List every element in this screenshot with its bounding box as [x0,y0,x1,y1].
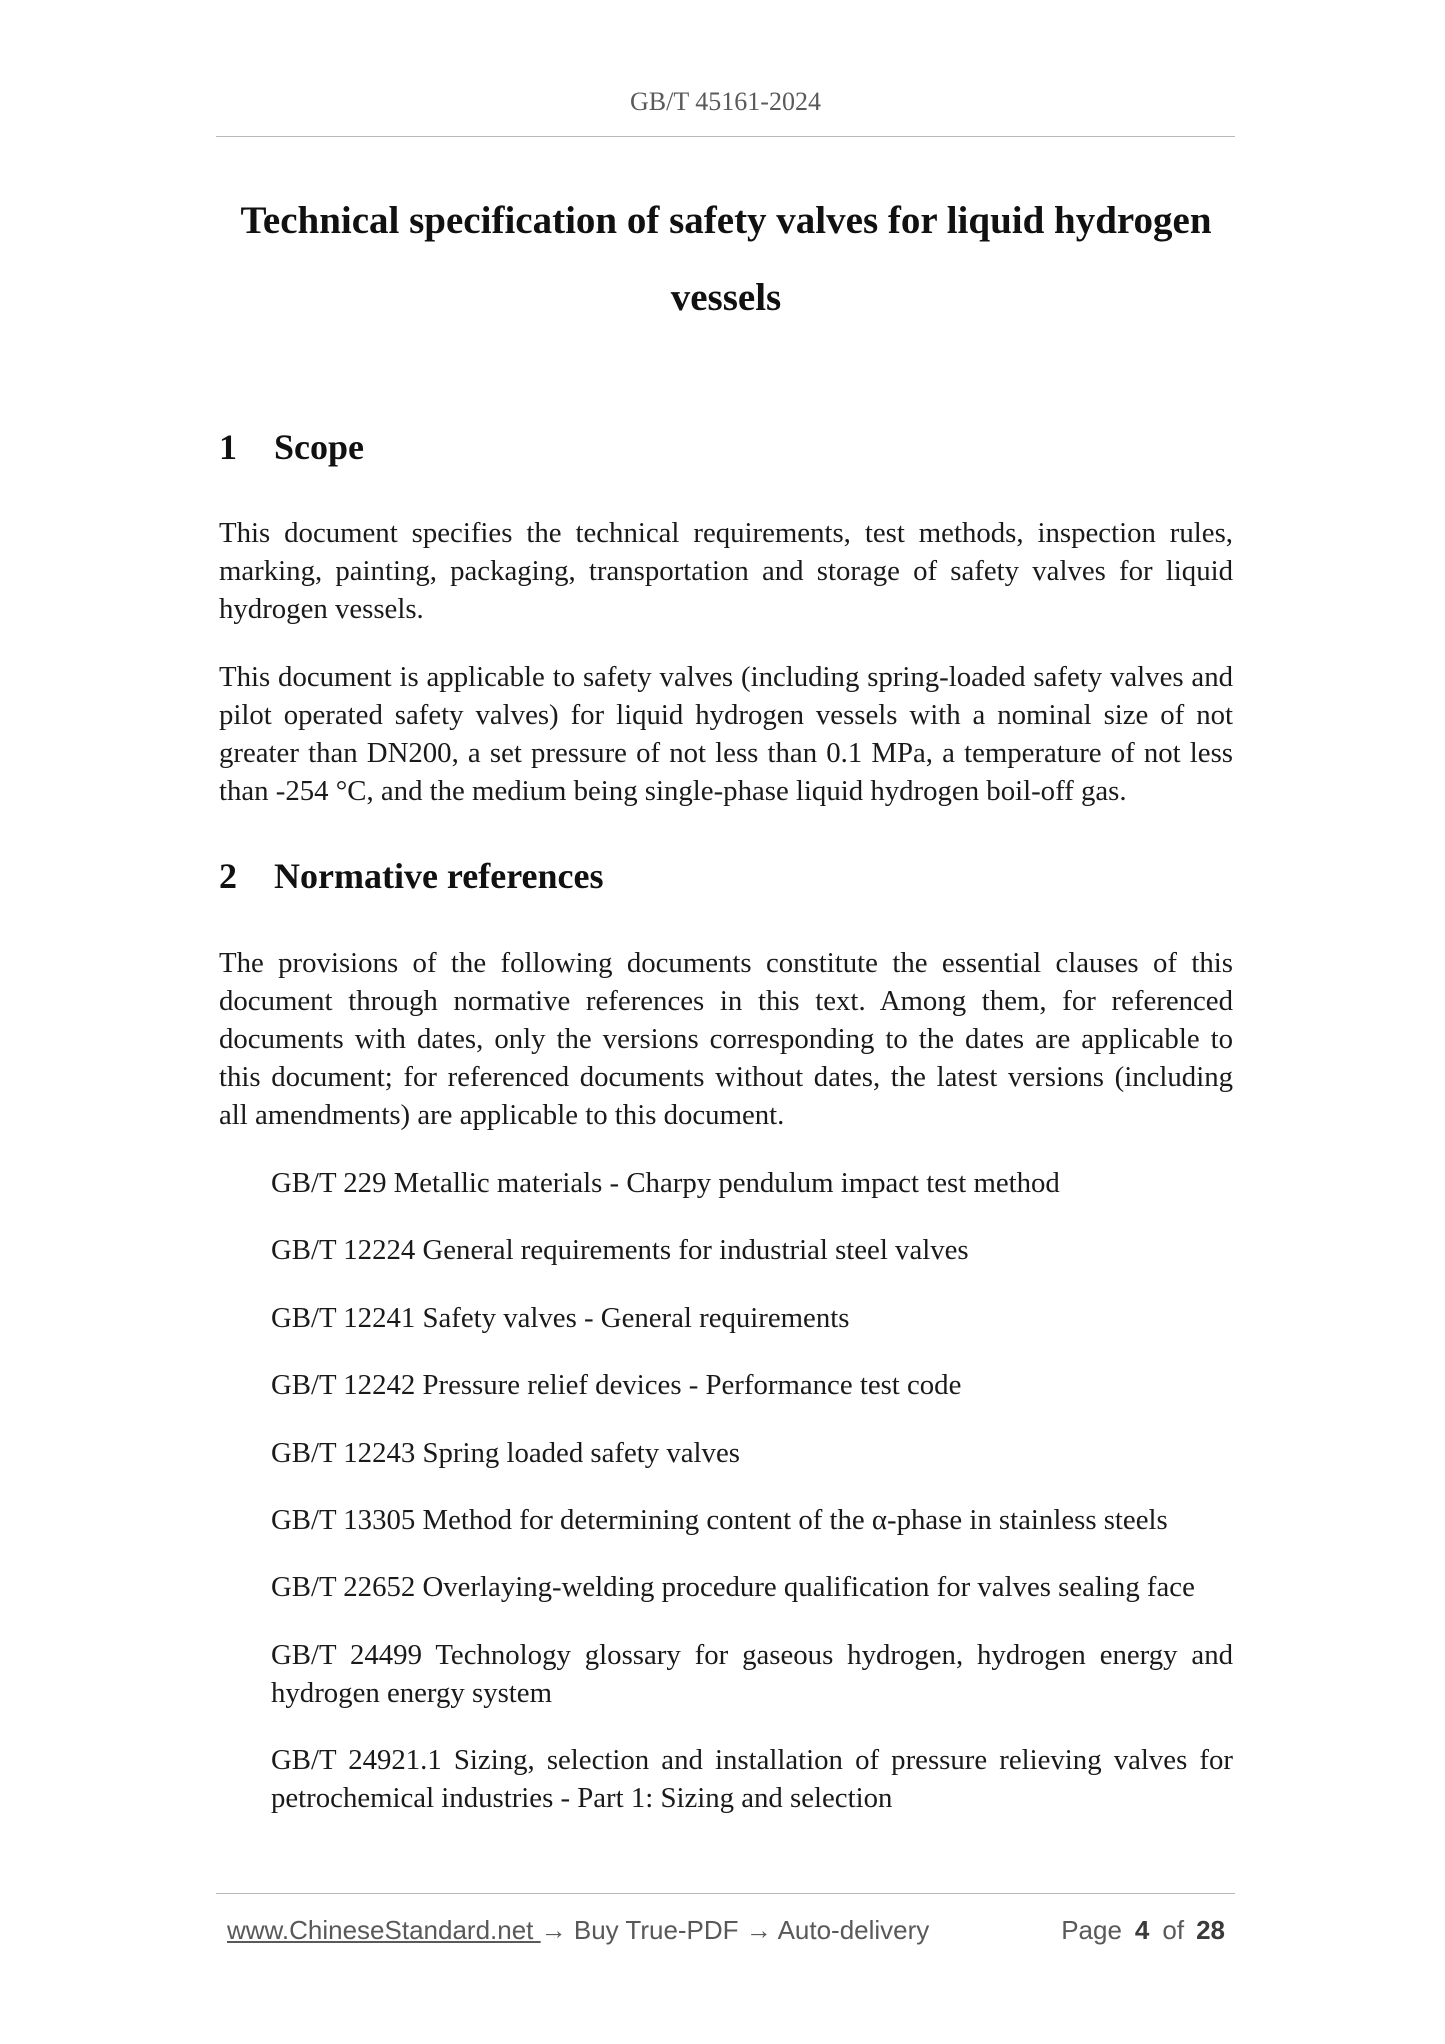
section-number: 1 [219,427,237,467]
reference-item [271,1568,1233,1606]
paragraph-line: than -254 °C, and the medium being single-phase liquid hydrogen boil-off gas. [219,775,1127,807]
page-number: 4 [1134,1915,1150,1945]
running-header: GB/T 45161-2024 [630,87,821,116]
reference-line: GB/T 24921.1 Sizing, selection and installation of pressure relieving valves for [271,1744,1233,1777]
reference-item [271,1501,1233,1539]
paragraph-line: marking, painting, packaging, transportation and storage of safety valves for liquid [219,555,1233,587]
reference-item [271,1299,1233,1337]
reference-line: GB/T 24499 Technology glossary for gaseous hydrogen, hydrogen energy and [271,1638,1233,1671]
paragraph-line: greater than DN200, a set pressure of not less than 0.1 MPa, a temperature of not less [219,737,1233,769]
reference-list [271,1164,1233,1847]
paragraph-line: documents with dates, only the versions corresponding to the dates are applicable to [219,1023,1233,1055]
section-heading-scope [219,425,1233,469]
reference-line: GB/T 13305 Method for determining content of the α-phase in stainless steels [271,1503,1168,1536]
page-total: 28 [1196,1915,1225,1945]
header-rule [216,136,1235,137]
paragraph-line: all amendments) are applicable to this document. [219,1099,785,1131]
reference-line: petrochemical industries - Part 1: Sizing and selection [271,1782,893,1815]
reference-item [271,1434,1233,1472]
footer-tagline: → Buy True-PDF → Auto-delivery [540,1915,930,1945]
reference-item [271,1636,1233,1712]
paragraph-line: hydrogen vessels. [219,593,424,625]
page-indicator [1061,1915,1225,1945]
reference-item [271,1231,1233,1269]
section-title: Normative references [274,856,604,896]
paragraph-line: The provisions of the following documents constitute the essential clauses of this [219,947,1233,979]
reference-item [271,1741,1233,1817]
paragraph-line: This document specifies the technical requirements, test methods, inspection rules, [219,517,1233,549]
reference-item [271,1164,1233,1202]
normative-references-paragraph [219,944,1233,1134]
reference-line: GB/T 12243 Spring loaded safety valves [271,1436,740,1469]
scope-paragraph-2 [219,658,1233,810]
footer-rule [216,1893,1235,1894]
document-title: Technical specification of safety valves for liquid hydrogen vessels [240,199,1212,319]
section-number: 2 [219,856,237,896]
page-label: Page [1061,1915,1122,1945]
page-of-label: of [1162,1915,1185,1945]
reference-line: GB/T 229 Metallic materials - Charpy pendulum impact test method [271,1167,1060,1199]
site-link[interactable]: www.ChineseStandard.net [227,1915,541,1945]
reference-line: GB/T 12242 Pressure relief devices - Performance test code [271,1369,962,1402]
reference-line: GB/T 12241 Safety valves - General requirements [271,1301,850,1334]
reference-line: GB/T 22652 Overlaying-welding procedure qualification for valves sealing face [271,1571,1195,1604]
footer-promo [227,1915,929,1945]
scope-paragraph-1 [219,514,1233,628]
reference-item [271,1366,1233,1404]
paragraph-line: This document is applicable to safety valves (including spring-loaded safety valves and [219,661,1233,693]
paragraph-line: document through normative references in this text. Among them, for referenced [219,985,1233,1017]
reference-line: hydrogen energy system [271,1676,552,1709]
paragraph-line: pilot operated safety valves) for liquid hydrogen vessels with a nominal size of not [219,699,1233,731]
reference-line: GB/T 12224 General requirements for industrial steel valves [271,1234,969,1267]
paragraph-line: this document; for referenced documents without dates, the latest versions (including [219,1061,1233,1093]
section-title: Scope [274,427,364,467]
section-heading-normative-references [219,854,1233,898]
